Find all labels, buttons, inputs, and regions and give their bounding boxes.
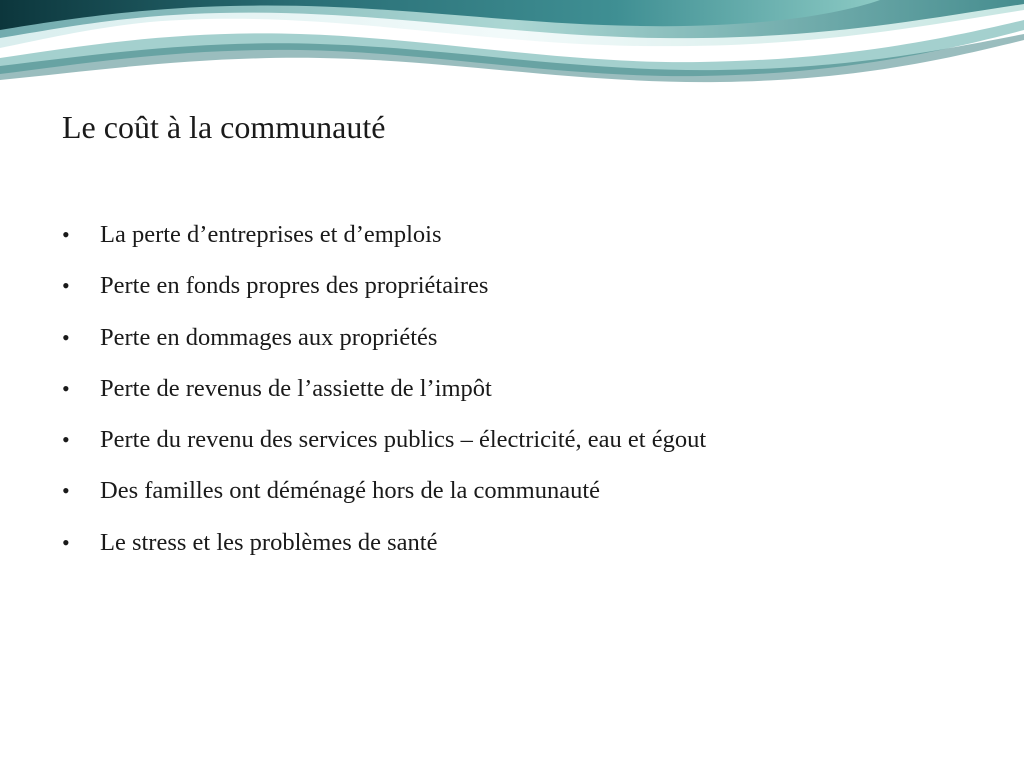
bullet-icon: •: [62, 273, 70, 299]
list-item: [62, 528, 706, 579]
list-item-text: Perte en fonds propres des propriétaires: [100, 272, 489, 300]
list-item: [62, 271, 706, 322]
bullet-list: [62, 220, 706, 579]
list-item: [62, 374, 706, 425]
bullet-icon: •: [62, 222, 70, 247]
list-item-text: La perte d’entreprises et d’emplois: [100, 221, 442, 248]
slide-title: Le coût à la communauté: [62, 109, 386, 145]
wave-banner-decoration: [0, 0, 1024, 90]
bullet-icon: •: [62, 478, 70, 504]
bullet-icon: •: [62, 529, 70, 555]
list-item: [62, 425, 706, 476]
list-item: [62, 476, 706, 527]
list-item-text: Perte en dommages aux propriétés: [100, 323, 438, 351]
list-item-text: Le stress et les problèmes de santé: [100, 528, 438, 556]
bullet-icon: •: [62, 324, 70, 350]
list-item-text: Des familles ont déménagé hors de la communauté: [100, 477, 601, 505]
bullet-icon: •: [62, 427, 70, 453]
bullet-icon: •: [62, 375, 70, 401]
list-item-text: Perte de revenus de l’assiette de l’impôt: [100, 374, 492, 402]
list-item: [62, 323, 706, 374]
list-item-text: Perte du revenu des services publics – électricité, eau et égout: [100, 426, 707, 454]
list-item: [62, 220, 706, 271]
